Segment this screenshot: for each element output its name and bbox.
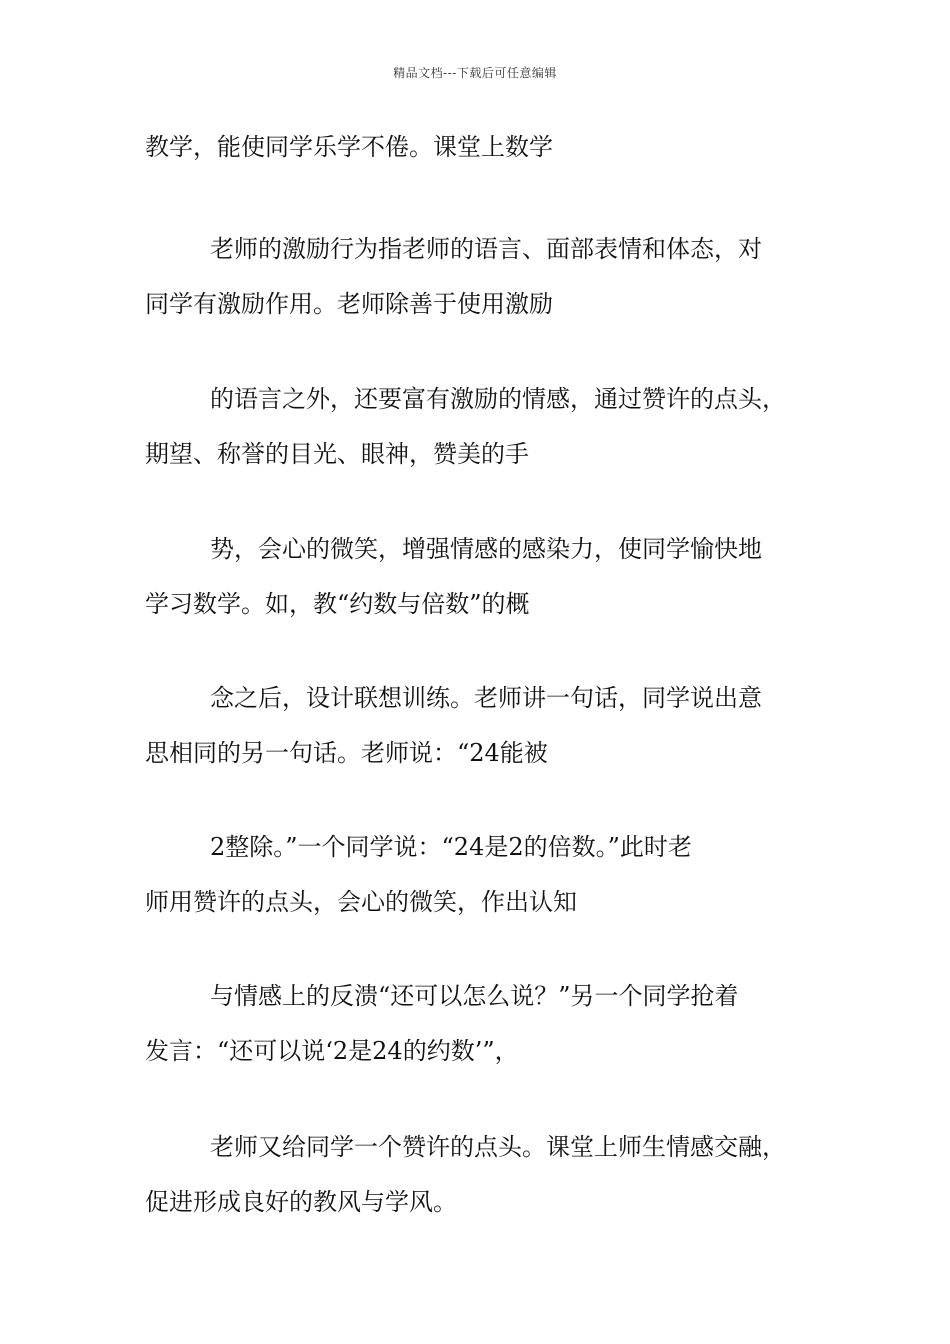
text-line: 与情感上的反溃“还可以怎么说？”另一个同学抢着: [210, 982, 739, 1010]
paragraph-6: [145, 820, 835, 930]
paragraph-4: [145, 522, 835, 632]
paragraph-8: [145, 1120, 835, 1230]
text-line: 教学，能使同学乐学不倦。课堂上数学: [145, 133, 553, 161]
text-line: 老师又给同学一个赞许的点头。课堂上师生情感交融，: [210, 1133, 786, 1161]
text-line: 同学有激励作用。老师除善于使用激励: [145, 290, 553, 318]
text-line: 师用赞许的点头，会心的微笑，作出认知: [145, 888, 577, 916]
text-line: 发言：“还可以说‘2是24的约数’”，: [145, 1037, 519, 1065]
text-line: 老师的激励行为指老师的语言、面部表情和体态，对: [210, 235, 762, 263]
text-line: 期望、称誉的目光、眼神，赞美的手: [145, 440, 529, 468]
paragraph-5: [145, 671, 835, 781]
text-line: 念之后，设计联想训练。老师讲一句话，同学说出意: [210, 684, 762, 712]
text-line: 学习数学。如，教“约数与倍数”的概: [145, 590, 530, 618]
page-header: 精品文档---下载后可任意编辑: [393, 66, 557, 80]
paragraph-7: [145, 969, 835, 1079]
text-line: 2整除。”一个同学说：“24是2的倍数。”此时老: [210, 833, 692, 861]
text-line: 促进形成良好的教风与学风。: [145, 1188, 457, 1216]
text-line: 的语言之外，还要富有激励的情感，通过赞许的点头，: [210, 385, 786, 413]
paragraph-2: [145, 222, 835, 332]
paragraph-3: [145, 372, 835, 482]
text-line: 思相同的另一句话。老师说：“24能被: [145, 739, 548, 767]
text-line: 势，会心的微笑，增强情感的感染力，使同学愉快地: [210, 535, 762, 563]
paragraph-1: [145, 120, 835, 175]
